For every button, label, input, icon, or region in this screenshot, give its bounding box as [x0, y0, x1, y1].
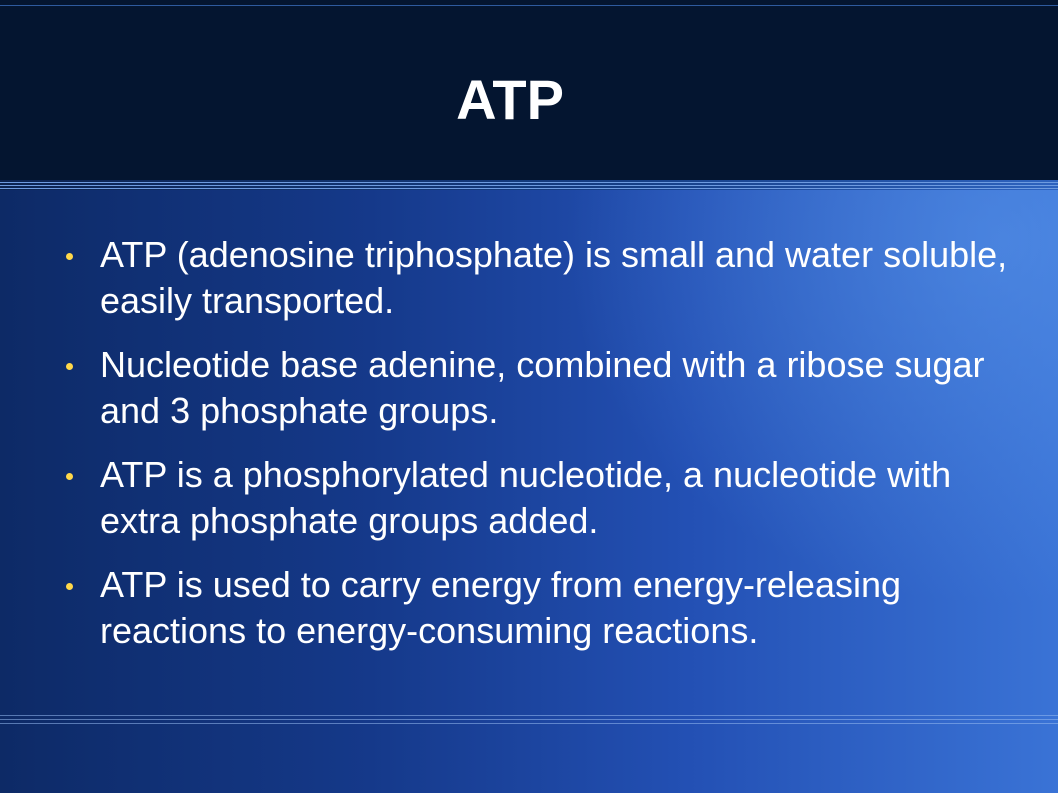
bullet-text: ATP is used to carry energy from energy-releasing reactions to energy-consuming reactions.: [100, 564, 902, 651]
slide-title: ATP: [456, 68, 564, 131]
footer-line-3: [0, 723, 1058, 724]
bullet-list: [58, 232, 1018, 672]
bullet-dot-icon: [66, 363, 73, 370]
separator-line-3: [0, 188, 1058, 189]
bullet-dot-icon: [66, 473, 73, 480]
title-bar-top-rule: [0, 5, 1058, 6]
footer-line-2: [0, 719, 1058, 720]
bullet-text: ATP is a phosphorylated nucleotide, a nucleotide with extra phosphate groups added.: [100, 454, 952, 541]
bullet-item: [58, 342, 1018, 434]
title-bar: [0, 0, 1058, 180]
bullet-dot-icon: [66, 583, 73, 590]
bullet-item: [58, 452, 1018, 544]
bullet-item: [58, 232, 1018, 324]
bullet-text: Nucleotide base adenine, combined with a ribose sugar and 3 phosphate groups.: [100, 344, 985, 431]
separator-line-1: [0, 182, 1058, 183]
separator-line-2: [0, 185, 1058, 186]
bullet-text: ATP (adenosine triphosphate) is small and water soluble, easily transported.: [100, 234, 1008, 321]
bullet-dot-icon: [66, 253, 73, 260]
footer-line-1: [0, 715, 1058, 716]
title-separator-band: [0, 180, 1058, 190]
footer-separator-band: [0, 714, 1058, 726]
bullet-item: [58, 562, 1018, 654]
